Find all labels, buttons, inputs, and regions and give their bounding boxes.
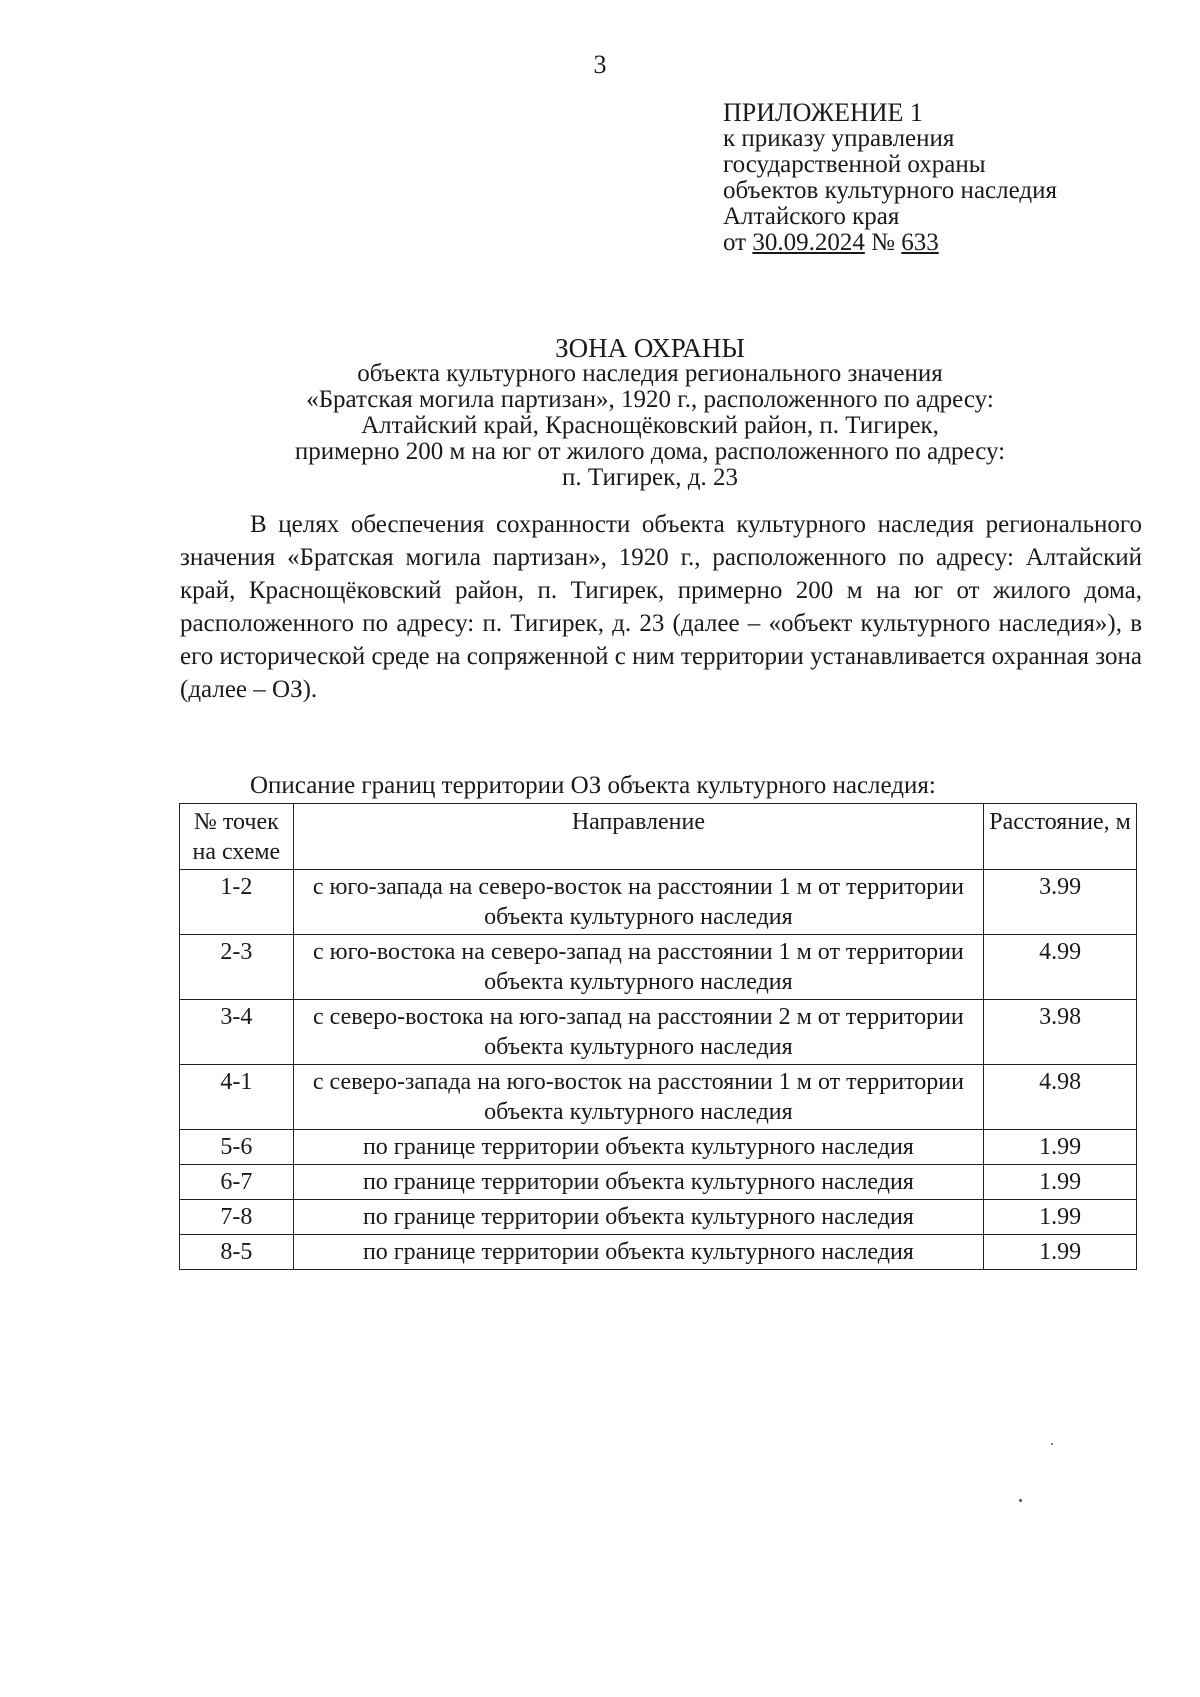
cell-direction: с юго-востока на северо-запад на расстоянии 1 м от территории объекта культурного наследия	[293, 935, 983, 1000]
table-row	[180, 1065, 1137, 1130]
cell-direction: по границе территории объекта культурного наследия	[293, 1130, 983, 1165]
cell-direction: с северо-востока на юго-запад на расстоянии 2 м от территории объекта культурного наследия	[293, 1000, 983, 1065]
header-distance: Расстояние, м	[984, 804, 1137, 870]
cell-points: 6-7	[180, 1165, 294, 1200]
zone-header-line: объекта культурного наследия регионального значения	[357, 360, 943, 387]
scan-speck	[1019, 1499, 1022, 1502]
cell-points: 8-5	[180, 1235, 294, 1270]
table-row	[180, 935, 1137, 1000]
cell-distance: 4.99	[984, 935, 1137, 1000]
header-direction: Направление	[293, 804, 983, 870]
appendix-block	[723, 100, 1057, 256]
zone-title: ЗОНА ОХРАНЫ	[555, 333, 745, 363]
cell-points: 2-3	[180, 935, 294, 1000]
cell-distance: 1.99	[984, 1235, 1137, 1270]
zone-header-line: «Братская могила партизан», 1920 г., расположенного по адресу:	[306, 386, 994, 413]
cell-direction: по границе территории объекта культурного наследия	[293, 1165, 983, 1200]
zone-header-line: п. Тигирек, д. 23	[561, 464, 738, 491]
zone-header-line: примерно 200 м на юг от жилого дома, расположенного по адресу:	[294, 438, 1006, 465]
appendix-line: объектов культурного наследия	[723, 177, 1057, 204]
cell-distance: 3.99	[984, 870, 1137, 935]
cell-distance: 1.99	[984, 1200, 1137, 1235]
appendix-order-line	[723, 230, 1057, 256]
order-date: 30.09.2024	[752, 229, 865, 256]
zone-header-line: Алтайский край, Краснощёковский район, п. Тигирек,	[361, 412, 939, 439]
cell-direction: по границе территории объекта культурного наследия	[293, 1235, 983, 1270]
cell-points: 4-1	[180, 1065, 294, 1130]
table-row	[180, 870, 1137, 935]
scan-speck	[1051, 1443, 1053, 1445]
table-caption: Описание границ территории ОЗ объекта культурного наследия:	[250, 772, 936, 799]
cell-points: 1-2	[180, 870, 294, 935]
order-date-prefix: от	[723, 229, 753, 256]
cell-direction: с юго-запада на северо-восток на расстоянии 1 м от территории объекта культурного наследия	[293, 870, 983, 935]
table-row	[180, 1000, 1137, 1065]
cell-direction: с северо-запада на юго-восток на расстоянии 1 м от территории объекта культурного наследия	[293, 1065, 983, 1130]
page-number: 3	[593, 50, 607, 79]
cell-distance: 1.99	[984, 1165, 1137, 1200]
table-row	[180, 1130, 1137, 1165]
boundary-table	[179, 803, 1137, 1270]
table-row	[180, 1235, 1137, 1270]
cell-points: 5-6	[180, 1130, 294, 1165]
cell-points: 7-8	[180, 1200, 294, 1235]
cell-distance: 3.98	[984, 1000, 1137, 1065]
table-row	[180, 1165, 1137, 1200]
appendix-line: к приказу управления	[723, 125, 955, 152]
cell-points: 3-4	[180, 1000, 294, 1065]
order-number-sign: №	[864, 229, 902, 256]
appendix-title: ПРИЛОЖЕНИЕ 1	[723, 98, 923, 127]
zone-header	[200, 335, 1100, 491]
cell-direction: по границе территории объекта культурного наследия	[293, 1200, 983, 1235]
body-paragraph: В целях обеспечения сохранности объекта культурного наследия регионального значения «Братская могила партизан», 1920 г., расположенного по адресу: Алтайский край, Краснощёковский район, п. Тигирек, примерно 200 м на юг от жилого дома, расположенного по адресу: п. Тигирек, д. 23 (далее – «объект культурного наследия»), в его исторической среде на сопряженной с ним территории устанавливается охранная зона (далее – ОЗ).	[180, 511, 1142, 703]
appendix-line: Алтайского края	[723, 203, 900, 230]
cell-distance: 1.99	[984, 1130, 1137, 1165]
order-number: 633	[901, 229, 939, 256]
table-row	[180, 1200, 1137, 1235]
table-header-row	[180, 804, 1137, 870]
cell-distance: 4.98	[984, 1065, 1137, 1130]
header-points: № точек на схеме	[180, 804, 294, 870]
appendix-line: государственной охраны	[723, 151, 986, 178]
